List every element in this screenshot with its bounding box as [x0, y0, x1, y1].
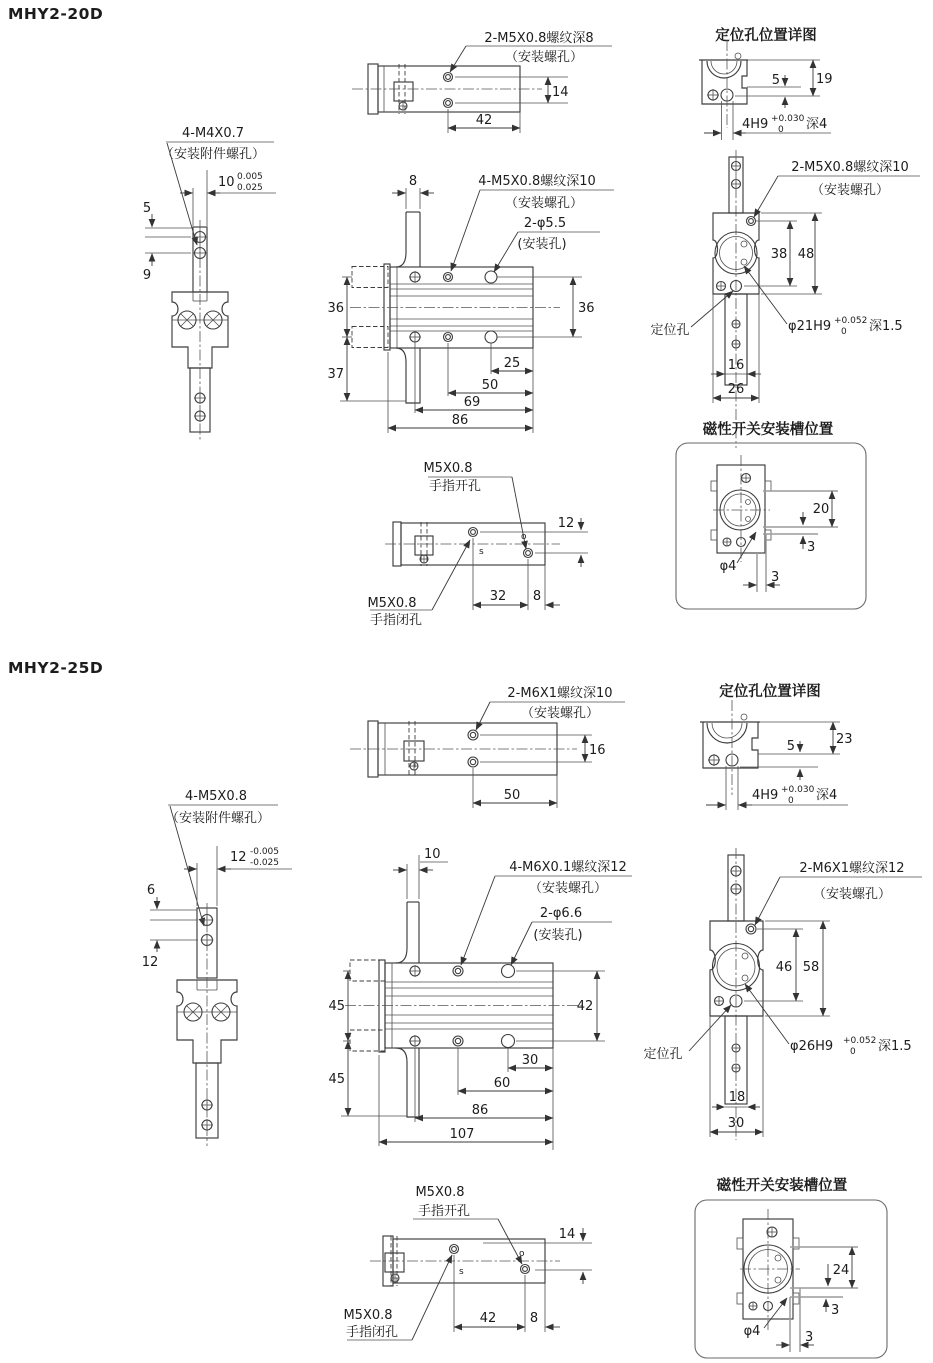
dim-8: 8 [532, 589, 542, 604]
tol-sub: 0 [778, 125, 784, 135]
dim-42: 42 [475, 113, 493, 128]
mount-hole-label: 2-φ5.5 [523, 216, 567, 231]
tol-width-sub: 0.025 [237, 183, 263, 193]
bore-sub: 0 [850, 1047, 856, 1057]
finger-hidden [352, 327, 388, 348]
bore-depth: 深1.5 [869, 319, 903, 334]
view-bottom-25d [343, 1185, 592, 1340]
section-outline [703, 722, 758, 768]
open-port-label: M5X0.8 [415, 1185, 465, 1200]
dim-25: 25 [503, 356, 521, 371]
view-front-20d [327, 173, 614, 433]
attach-thread-label: 4-M5X0.8 [184, 789, 248, 804]
locating-hole-label: 定位孔 [643, 1047, 683, 1062]
dim-45-upper: 45 [328, 999, 345, 1014]
tol-depth: 深4 [816, 788, 838, 803]
marker-o: o [521, 532, 527, 542]
tol-depth: 深4 [806, 117, 828, 132]
switch-title: 磁性开关安装槽位置 [702, 422, 834, 438]
section-mhy2-25d [8, 659, 922, 1358]
dim-20: 20 [812, 502, 830, 517]
view-right-20d [650, 150, 920, 448]
dim-12: 12 [557, 516, 575, 531]
finger-hidden [352, 267, 388, 288]
flange-plate [379, 960, 385, 1052]
dim-8: 8 [529, 1311, 539, 1326]
bore-depth: 深1.5 [878, 1039, 912, 1054]
dim-42: 42 [479, 1311, 497, 1326]
attach-thread-label-sub: （安装附件螺孔） [165, 811, 271, 826]
dim-19: 19 [816, 72, 833, 87]
dim-58: 58 [802, 960, 820, 975]
close-port-label: M5X0.8 [343, 1308, 393, 1323]
view-front-25d [328, 847, 632, 1150]
thread-label-sub: （安装螺孔） [504, 50, 584, 65]
dim-18: 18 [728, 1090, 746, 1105]
bore-sup: +0.052 [834, 316, 868, 326]
view-locating-detail-25d [700, 682, 853, 810]
thread-label-sub: （安装螺孔） [520, 706, 600, 721]
tol-width-sub: -0.025 [250, 858, 280, 868]
view-top-20d [352, 30, 612, 133]
tol-sup: +0.030 [781, 785, 815, 795]
dim-24: 24 [832, 1263, 850, 1278]
dim-50: 50 [503, 788, 521, 803]
thread-label: 2-M5X0.8螺纹深10 [791, 160, 909, 175]
dim-6: 6 [146, 883, 156, 898]
dim-45-lower: 45 [328, 1072, 345, 1087]
dim-36-left: 36 [327, 301, 344, 316]
dim-50: 50 [481, 378, 499, 393]
dim-26: 26 [727, 382, 745, 397]
view-right-25d [643, 848, 922, 1140]
dim-5: 5 [771, 73, 780, 88]
open-port-label-sub: 手指开孔 [417, 1204, 471, 1219]
detail-title: 定位孔位置详图 [719, 684, 821, 700]
dim-14: 14 [558, 1227, 576, 1242]
dim-3-horiz: 3 [805, 1330, 814, 1345]
dim-5: 5 [786, 739, 795, 754]
bore-label: φ26H9 [790, 1039, 834, 1054]
groove-hole-label: φ4 [743, 1324, 761, 1339]
section-title: MHY2-20D [8, 5, 104, 23]
dim-8: 8 [408, 174, 418, 189]
tol-base: 4H9 [752, 788, 779, 803]
open-port-label: M5X0.8 [423, 461, 473, 476]
section-title: MHY2-25D [8, 659, 104, 677]
bore-label: φ21H9 [788, 319, 832, 334]
view-switch-detail-20d [676, 420, 866, 609]
groove-hole-label: φ4 [719, 559, 737, 574]
thread-label-sub: （安装螺孔） [528, 881, 608, 896]
view-bottom-20d [367, 461, 588, 628]
dim-10: 10 [424, 847, 441, 862]
section-mhy2-20d [8, 5, 920, 628]
attach-thread-label-sub: （安装附件螺孔） [160, 147, 266, 162]
thread-label: 2-M6X1螺纹深12 [799, 861, 905, 876]
bore-sup: +0.052 [843, 1036, 877, 1046]
close-port-label: M5X0.8 [367, 596, 417, 611]
thread-label: 2-M5X0.8螺纹深8 [484, 31, 594, 46]
dim-38: 38 [770, 247, 788, 262]
dim-5: 5 [142, 201, 152, 216]
dim-3-vert: 3 [807, 540, 816, 555]
tol-sub: 0 [788, 796, 794, 806]
bore-sub: 0 [841, 327, 847, 337]
tol-width: 12 [230, 850, 247, 865]
dim-107: 107 [449, 1127, 475, 1142]
port [404, 741, 424, 761]
close-port-label-sub: 手指闭孔 [369, 613, 423, 628]
dim-60: 60 [493, 1076, 511, 1091]
view-switch-detail-25d [695, 1176, 887, 1358]
locating-hole-label: 定位孔 [650, 323, 690, 338]
thread-label-sub: （安装螺孔） [810, 183, 890, 198]
finger-hidden [350, 960, 385, 981]
dim-23: 23 [836, 732, 853, 747]
marker-s: s [459, 1267, 464, 1277]
tol-width-sup: 0.005 [237, 172, 263, 182]
tol-sup: +0.030 [771, 114, 805, 124]
attach-thread-label: 4-M4X0.7 [181, 126, 245, 141]
dim-46: 46 [775, 960, 793, 975]
flange-plate [384, 264, 390, 350]
dim-30: 30 [727, 1116, 745, 1131]
finger-hidden [350, 1030, 385, 1051]
dim-36-right: 36 [578, 301, 595, 316]
dim-9: 9 [142, 268, 152, 283]
dim-86: 86 [471, 1103, 489, 1118]
tol-width-sup: -0.005 [250, 847, 280, 857]
thread-label: 4-M6X0.1螺纹深12 [509, 860, 627, 875]
dim-48: 48 [797, 247, 815, 262]
thread-label: 2-M6X1螺纹深10 [507, 686, 613, 701]
dim-86: 86 [451, 413, 469, 428]
dim-42: 42 [576, 999, 594, 1014]
mount-hole-label: 2-φ6.6 [539, 906, 583, 921]
dim-3-horiz: 3 [771, 570, 780, 585]
tol-width: 10 [218, 175, 235, 190]
view-left-25d [142, 789, 292, 1146]
tol-base: 4H9 [742, 117, 769, 132]
mount-hole-label-sub: (安装孔) [517, 237, 567, 252]
dim-16: 16 [727, 358, 745, 373]
view-locating-detail-20d [699, 26, 833, 140]
mount-hole-label-sub: (安装孔) [533, 928, 583, 943]
thread-label: 4-M5X0.8螺纹深10 [478, 174, 596, 189]
dim-3-vert: 3 [831, 1303, 840, 1318]
view-left-20d [143, 126, 276, 440]
dim-32: 32 [489, 589, 507, 604]
thread-label-sub: （安装螺孔） [812, 887, 892, 902]
dim-14: 14 [552, 85, 569, 100]
port [415, 536, 433, 555]
dim-30: 30 [521, 1053, 539, 1068]
marker-s: s [479, 547, 484, 557]
dim-37: 37 [327, 367, 344, 382]
view-top-25d [350, 685, 625, 808]
detail-title: 定位孔位置详图 [715, 28, 817, 44]
port [385, 1253, 404, 1272]
dim-12: 12 [141, 955, 159, 970]
close-port-label-sub: 手指闭孔 [345, 1325, 399, 1340]
thread-label-sub: （安装螺孔） [504, 196, 584, 211]
marker-o: o [519, 1249, 525, 1259]
port [394, 82, 413, 101]
detail-border [695, 1200, 887, 1358]
open-port-label-sub: 手指开孔 [428, 479, 482, 494]
dim-16: 16 [589, 743, 606, 758]
dim-69: 69 [463, 395, 481, 410]
switch-title: 磁性开关安装槽位置 [716, 1178, 848, 1194]
